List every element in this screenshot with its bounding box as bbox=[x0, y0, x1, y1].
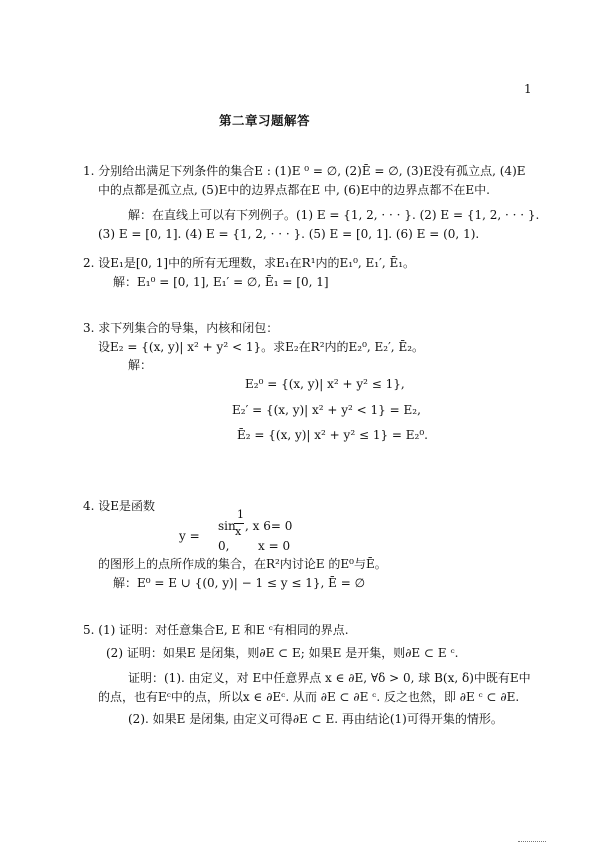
q3-line2: 设E₂ = {(x, y)| x² + y² < 1}。求E₂在R²内的E₂⁰, E₂′, Ē₂。 bbox=[98, 340, 425, 354]
q4-answer: 解：E⁰ = E ∪ {(0, y)| − 1 ≤ y ≤ 1}, Ē = ∅ bbox=[113, 576, 366, 590]
page-number: 1 bbox=[524, 82, 532, 96]
q1-line2: 中的点都是孤立点, (5)E中的边界点都在E 中, (6)E中的边界点都不在E中. bbox=[98, 183, 490, 197]
q1-line1: 1. 分别给出满足下列条件的集合E : (1)E ⁰ = ∅, (2)Ē = ∅, (3)E没有孤立点, (4)E bbox=[83, 164, 526, 178]
q3-equation-interior: E₂⁰ = {(x, y)| x² + y² ≤ 1}, bbox=[245, 377, 405, 391]
q5-proof1-line1: 证明：(1). 由定义，对 E中任意界点 x ∈ ∂E, ∀δ > 0, 球 B(x, δ)中既有E中 bbox=[128, 671, 531, 685]
q4-zero-value: 0, bbox=[218, 539, 230, 553]
q3-equation-derived: E₂′ = {(x, y)| x² + y² < 1} = E₂, bbox=[232, 403, 421, 417]
q4-line1: 4. 设E是函数 bbox=[83, 499, 156, 513]
q3-answer-label: 解： bbox=[128, 358, 153, 372]
q2-answer: 解：E₁⁰ = [0, 1], E₁′ = ∅, Ē₁ = [0, 1] bbox=[113, 275, 329, 289]
q5-line1: 5. (1) 证明：对任意集合E, E 和E ᶜ有相同的界点. bbox=[83, 623, 349, 637]
q4-y-label: y = bbox=[179, 529, 200, 543]
q3-line1: 3. 求下列集合的导集，内核和闭包： bbox=[83, 321, 279, 335]
q4-condition-nonzero: , x 6= 0 bbox=[245, 519, 293, 533]
q3-equation-closure: Ē₂ = {(x, y)| x² + y² ≤ 1} = E₂⁰. bbox=[237, 428, 428, 442]
q5-proof2: (2). 如果E 是闭集, 由定义可得∂E ⊂ E. 再由结论(1)可得开集的情形。 bbox=[128, 712, 503, 726]
q1-answer-line1: 解：在直线上可以有下列例子。(1) E = {1, 2, · · · }. (2) E = {1, 2, · · · }. bbox=[128, 208, 540, 222]
q4-line2: 的图形上的点所作成的集合，在R²内讨论E 的E⁰与Ē。 bbox=[98, 557, 387, 571]
q1-answer-line2: (3) E = [0, 1]. (4) E = {1, 2, · · · }. (5) E = [0, 1]. (6) E = (0, 1). bbox=[98, 227, 480, 241]
q5-line2: (2) 证明：如果E 是闭集，则∂E ⊂ E; 如果E 是开集，则∂E ⊂ E ᶜ. bbox=[106, 646, 459, 660]
q2-line1: 2. 设E₁是[0, 1]中的所有无理数，求E₁在R¹内的E₁⁰, E₁′, Ē₁。 bbox=[83, 256, 416, 270]
footer-rule bbox=[518, 841, 546, 842]
q4-fraction-denominator: x bbox=[235, 525, 242, 538]
page-title: 第二章习题解答 bbox=[219, 113, 311, 128]
q4-fraction-numerator: 1 bbox=[237, 508, 244, 521]
q4-sin: sin bbox=[218, 519, 236, 533]
q5-proof1-line2: 的点，也有Eᶜ中的点，所以x ∈ ∂Eᶜ. 从而 ∂E ⊂ ∂E ᶜ. 反之也然，即 ∂E ᶜ ⊂ ∂E. bbox=[98, 690, 520, 704]
q4-condition-zero: x = 0 bbox=[258, 539, 291, 553]
